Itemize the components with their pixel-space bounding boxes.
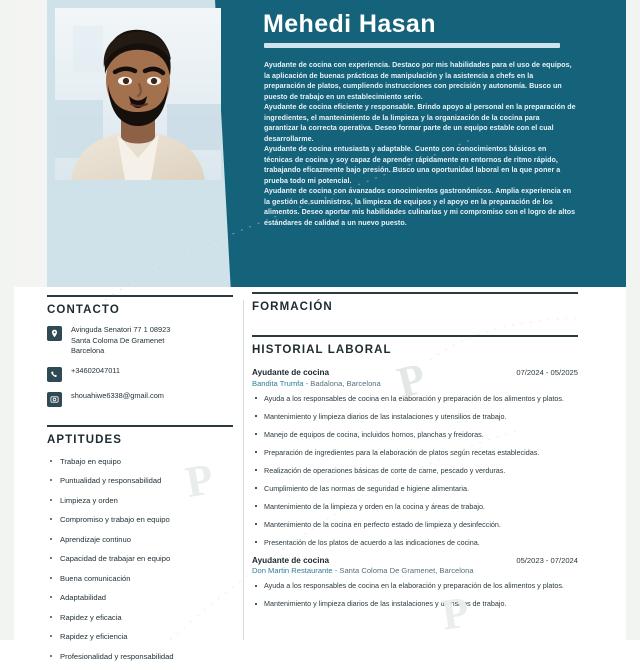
job-company: Bandita Trumfa bbox=[252, 378, 304, 388]
job-entry bbox=[252, 556, 578, 610]
list-item: Mantenimiento de la cocina en perfecto estado de limpieza y desinfección. bbox=[252, 520, 578, 531]
contact-section-title: CONTACTO bbox=[47, 304, 120, 316]
summary-paragraph: Ayudante de cocina entusiasta y adaptable. Cuento con conocimientos básicos en técnicas de cocina y soy capaz de aprender rápidamente en entornos de ritmo rápido, trabajando eficazmente bajo presión. Busco una oportunidad laboral en la que poner a prueba todo mi potencial. bbox=[264, 145, 561, 185]
page-title: Mehedi Hasan bbox=[263, 10, 436, 38]
job-dates: 07/2024 - 05/2025 bbox=[516, 368, 578, 377]
job-title: Ayudante de cocina bbox=[252, 368, 330, 377]
professional-summary bbox=[264, 60, 576, 228]
list-item: Ayuda a los responsables de cocina en la elaboración y preparación de los alimentos y platos. bbox=[252, 581, 578, 592]
list-item: Buena comunicación bbox=[47, 573, 233, 584]
email-address: shouahiwe6338@gmail.com bbox=[71, 390, 164, 400]
watermark-glyph: P bbox=[181, 454, 217, 507]
contact-row-email[interactable] bbox=[47, 391, 233, 407]
profile-photo-icon bbox=[55, 8, 221, 180]
sidebar bbox=[47, 295, 233, 670]
phone-icon bbox=[47, 367, 62, 382]
list-item: Adaptabilidad bbox=[47, 592, 233, 603]
list-item: Preparación de ingredientes para la elaboración de platos según recetas establecidas. bbox=[252, 448, 578, 459]
address-line-group bbox=[71, 325, 170, 357]
aptitudes-section-title: APTITUDES bbox=[47, 433, 123, 446]
job-company-line: Don Martin Restaurante - Santa Coloma De Gramenet, Barcelona bbox=[252, 566, 474, 575]
column-divider bbox=[243, 300, 244, 640]
contact-section bbox=[47, 295, 233, 407]
list-item: Ayuda a los responsables de cocina en la elaboración y preparación de los alimentos y platos. bbox=[252, 394, 578, 405]
formacion-section-title: FORMACIÓN bbox=[252, 301, 333, 313]
job-header bbox=[252, 368, 578, 377]
phone-number: +34602047011 bbox=[71, 365, 120, 375]
summary-paragraph: Ayudante de cocina eficiente y responsable. Brindo apoyo al personal en la preparación de ingredientes, el mantenimiento de la limpieza y la organización de la cocina para garantizar la correcta operativa. Deseo formar parte de un equipo estable con el cual desarrollarme. bbox=[264, 103, 576, 143]
list-item: Capacidad de trabajar en equipo bbox=[47, 553, 233, 564]
list-item: Mantenimiento y limpieza diarios de las instalaciones y utensilios de trabajo. bbox=[252, 599, 578, 610]
address-line-2: Santa Coloma De Gramenet bbox=[71, 335, 165, 345]
summary-paragraph: Ayudante de cocina con avanzados conocimientos gastronómicos. Amplia experiencia en la gestión de suministros, la limpieza de equipos y el apoyo en la preparación de los alimentos. Deseo aportar mis habilidades culinarias y mi compromiso con el logro de altos estándares de calidad a un nuevo puesto. bbox=[264, 187, 576, 227]
list-item: Mantenimiento y limpieza diarios de las instalaciones y utensilios de trabajo. bbox=[252, 412, 578, 423]
job-bullets bbox=[252, 394, 578, 549]
historial-section bbox=[252, 335, 578, 610]
list-item: Limpieza y orden bbox=[47, 495, 233, 506]
contact-row-address bbox=[47, 325, 233, 357]
job-location: Santa Coloma De Gramenet, Barcelona bbox=[339, 566, 474, 575]
list-item: Presentación de los platos de acuerdo a las indicaciones de cocina. bbox=[252, 538, 578, 549]
list-item: Manejo de equipos de cocina, incluidos hornos, planchas y freidoras. bbox=[252, 430, 578, 441]
email-icon bbox=[47, 392, 62, 407]
location-pin-icon bbox=[47, 326, 62, 341]
job-location: Badalona, Barcelona bbox=[310, 378, 381, 388]
list-item: Cumplimiento de las normas de seguridad e higiene alimentaria. bbox=[252, 484, 578, 495]
job-bullets bbox=[252, 581, 578, 610]
job-dates: 05/2023 - 07/2024 bbox=[516, 555, 578, 565]
job-company-line: Bandita Trumfa - Badalona, Barcelona bbox=[252, 378, 381, 388]
aptitudes-section bbox=[47, 425, 233, 662]
job-company: Don Martin Restaurante bbox=[252, 566, 333, 575]
address-line-1: Avinguda Senatori 77 1 08923 bbox=[71, 325, 171, 334]
job-header bbox=[252, 556, 578, 565]
list-item: Profesionalidad y responsabilidad bbox=[47, 651, 233, 662]
formacion-section bbox=[252, 292, 578, 316]
list-item: Mantenimiento de la limpieza y orden en la cocina y áreas de trabajo. bbox=[252, 502, 578, 513]
watermark-glyph: P bbox=[438, 587, 473, 640]
list-item: Rapidez y eficacia bbox=[47, 612, 233, 623]
list-item: Compromiso y trabajo en equipo bbox=[47, 514, 233, 525]
watermark-glyph: P bbox=[392, 353, 431, 408]
list-item: Rapidez y eficiencia bbox=[47, 631, 233, 642]
list-item: Aprendizaje continuo bbox=[47, 534, 233, 545]
contact-row-phone[interactable] bbox=[47, 366, 233, 382]
main-content bbox=[252, 292, 578, 617]
job-title: Ayudante de cocina bbox=[252, 555, 330, 565]
list-item: Trabajo en equipo bbox=[47, 456, 233, 467]
contact-list bbox=[47, 325, 233, 407]
summary-paragraph: Ayudante de cocina con experiencia. Destaco por mis habilidades para el uso de equipos, la aplicación de buenas prácticas de manipulación y la asistencia a chefs en la preparación de platos, cumpliendo instrucciones con precisión y autonomía. Busco un puesto de trabajo en un establecimiento serio. bbox=[264, 61, 572, 101]
address-line-3: Barcelona bbox=[71, 346, 105, 355]
aptitudes-list bbox=[47, 456, 233, 662]
list-item: Realización de operaciones básicas de corte de carne, pescado y verduras. bbox=[252, 466, 578, 477]
avatar bbox=[55, 8, 221, 180]
title-underline bbox=[264, 43, 560, 48]
list-item: Puntualidad y responsabilidad bbox=[47, 475, 233, 486]
job-entry bbox=[252, 368, 578, 548]
historial-section-title: HISTORIAL LABORAL bbox=[252, 344, 392, 356]
